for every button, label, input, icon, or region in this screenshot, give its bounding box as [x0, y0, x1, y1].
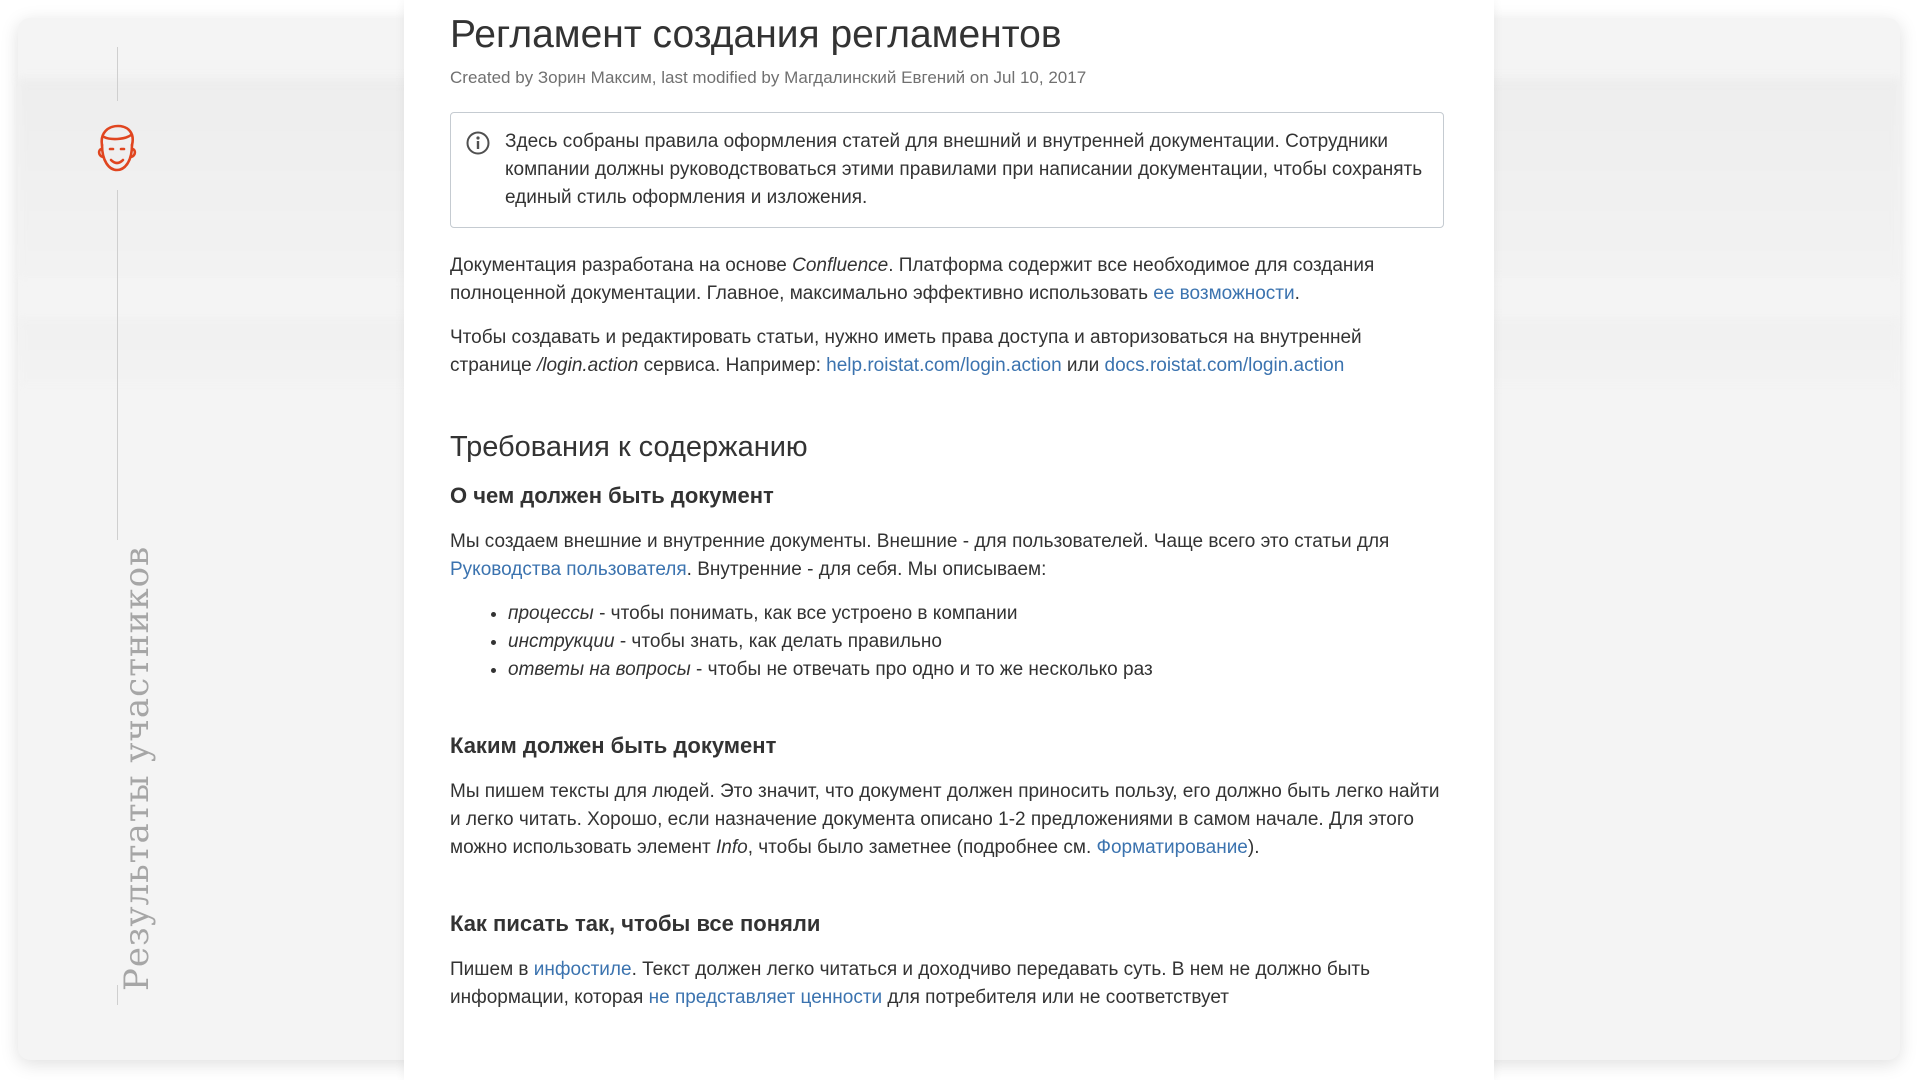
- list-item: [508, 656, 1444, 684]
- text-run: , чтобы было заметнее (подробнее см.: [747, 837, 1097, 858]
- user-guide-link[interactable]: Руководства пользователя: [450, 559, 687, 580]
- info-text: Здесь собраны правила оформления статей для внешний и внутренней документации. Сотрудники компании должны руководствоваться этими правилами при написании документации, чтобы сохранять единый стиль оформления и изложения.: [505, 131, 1423, 208]
- text-run: .: [1294, 283, 1300, 304]
- sidebar-divider-top: [117, 47, 118, 101]
- what-paragraph: [450, 528, 1444, 584]
- intro-paragraph-1: [450, 252, 1444, 308]
- text-run: Документация разработана на основе: [450, 255, 793, 276]
- text-run: или: [1061, 355, 1105, 376]
- text-run: ).: [1247, 837, 1260, 858]
- subheading-how-to-write: Как писать так, чтобы все поняли: [450, 911, 821, 936]
- help-login-link[interactable]: help.roistat.com/login.action: [826, 355, 1062, 376]
- section-heading-content-requirements: Требования к содержанию: [450, 431, 808, 463]
- list-item: [508, 600, 1444, 628]
- sidebar-vertical-title: Результаты участников: [117, 545, 157, 991]
- text-run: Мы создаем внешние и внутренние документы. Внешние - для пользователей. Чаще всего это статьи для: [450, 531, 1390, 552]
- list-item-term: ответы на вопросы: [508, 659, 691, 680]
- capabilities-link[interactable]: ее возможности: [1153, 283, 1295, 304]
- list-item-term: процессы: [508, 603, 594, 624]
- text-run: для потребителя или не соответствует: [882, 987, 1229, 1008]
- text-run: Мы пишем тексты для людей. Это значит, что документ должен приносить пользу, его должно быть легко найти и легко читать. Хорошо, если назначение документа описано 1-2 предложениями в самом начале. Для этого можно использовать элемент: [450, 781, 1440, 858]
- text-run: . Текст должен легко читаться и доходчиво передавать суть. В нем не должно быть информации, которая: [450, 959, 1370, 1008]
- info-panel: [450, 112, 1444, 228]
- how-paragraph: [450, 778, 1444, 862]
- document-page: [404, 0, 1494, 1080]
- page-title: Регламент создания регламентов: [450, 13, 1062, 56]
- list-item-term: инструкции: [508, 631, 615, 652]
- infostyle-link[interactable]: инфостиле: [533, 959, 632, 980]
- text-run: сервиса. Например:: [638, 355, 827, 376]
- list-item-text: - чтобы не отвечать про одно и то же несколько раз: [690, 659, 1153, 680]
- intro-paragraph-2: [450, 324, 1444, 380]
- subheading-how-document-should-be: Каким должен быть документ: [450, 733, 777, 758]
- list-item-text: - чтобы понимать, как все устроено в компании: [593, 603, 1018, 624]
- login-path-emphasis: /login.action: [536, 355, 639, 376]
- formatting-link[interactable]: Форматирование: [1096, 837, 1248, 858]
- document-types-list: [450, 600, 1444, 684]
- write-paragraph: [450, 956, 1444, 1012]
- subheading-what-document-about: О чем должен быть документ: [450, 483, 774, 508]
- docs-login-link[interactable]: docs.roistat.com/login.action: [1104, 355, 1345, 376]
- no-value-link[interactable]: не представляет ценности: [648, 987, 883, 1008]
- info-icon: [465, 130, 491, 156]
- confluence-emphasis: Confluence: [792, 255, 889, 276]
- person-face-icon: [94, 123, 140, 173]
- text-run: . Внутренние - для себя. Мы описываем:: [686, 559, 1047, 580]
- list-item-text: - чтобы знать, как делать правильно: [614, 631, 942, 652]
- info-emphasis: Info: [716, 837, 748, 858]
- text-run: Чтобы создавать и редактировать статьи, нужно иметь права доступа и авторизоваться на внутренней странице: [450, 327, 1362, 376]
- document-content: [450, 12, 1444, 1012]
- text-run: . Платформа содержит все необходимое для создания полноценной документации. Главное, максимально эффективно использовать: [450, 255, 1375, 304]
- sidebar-divider-middle: [117, 190, 118, 540]
- list-item: [508, 628, 1444, 656]
- page-metadata: Created by Зорин Максим, last modified by Магдалинский Евгений on Jul 10, 2017: [450, 68, 1087, 87]
- text-run: Пишем в: [450, 959, 534, 980]
